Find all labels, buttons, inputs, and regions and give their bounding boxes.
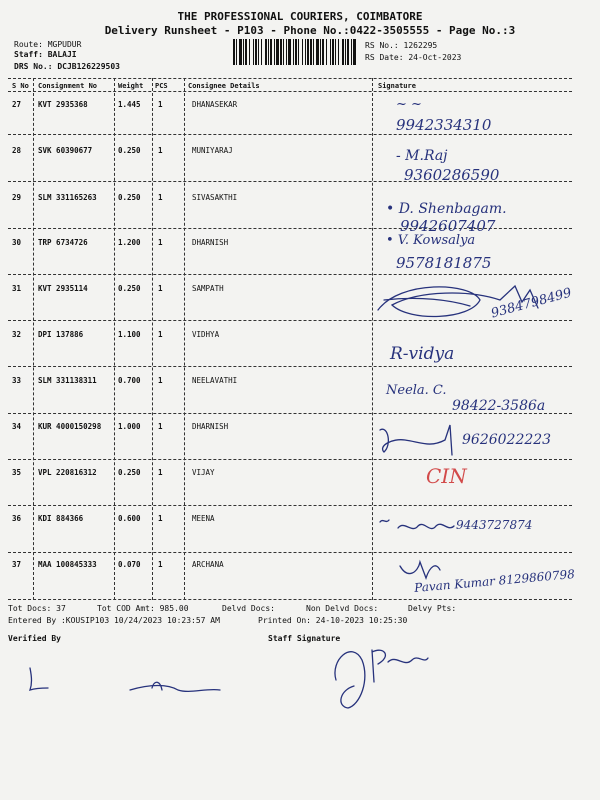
- row-consignment: KDI 884366: [38, 514, 84, 523]
- row-weight: 1.000: [118, 422, 141, 431]
- row-consignee: ARCHANA: [192, 560, 224, 569]
- handwritten-signature: ~ ~: [396, 97, 422, 112]
- row-consignee: MUNIYARAJ: [192, 146, 233, 155]
- handwritten-name: • V. Kowsalya: [386, 233, 476, 248]
- handwritten-name: Neela. C.: [386, 383, 447, 398]
- row-sno: 37: [12, 560, 22, 569]
- row-pcs: 1: [158, 100, 163, 109]
- row-consignment: MAA 100845333: [38, 560, 97, 569]
- row-pcs: 1: [158, 330, 163, 339]
- row-consignee: NEELAVATHI: [192, 376, 238, 385]
- row-consignment: TRP 6734726: [38, 238, 88, 247]
- row-weight: 1.445: [118, 100, 141, 109]
- row-pcs: 1: [158, 468, 163, 477]
- row-sno: 35: [12, 468, 22, 477]
- handwritten-phone: 9384798499: [489, 285, 574, 322]
- delivery-points: Delvy Pts:: [408, 604, 457, 613]
- row-pcs: 1: [158, 514, 163, 523]
- row-consignment: SLM 331138311: [38, 376, 97, 385]
- row-weight: 0.250: [118, 193, 141, 202]
- column-header-weight: Weight: [118, 82, 144, 90]
- row-weight: 0.070: [118, 560, 141, 569]
- handwritten-phone: 9626022223: [462, 432, 552, 448]
- row-sno: 36: [12, 514, 22, 523]
- entered-by: Entered By :KOUSIP103 10/24/2023 10:23:57 AM: [8, 616, 220, 625]
- row-consignment: DPI 137886: [38, 330, 84, 339]
- staff-signature-label: Staff Signature: [268, 634, 341, 643]
- handwritten-phone: 9578181875: [396, 254, 492, 272]
- row-consignee: MEENA: [192, 514, 215, 523]
- row-weight: 1.200: [118, 238, 141, 247]
- row-weight: 0.600: [118, 514, 141, 523]
- verified-by-label: Verified By: [8, 634, 61, 643]
- rs-number: RS No.: 1262295: [365, 41, 438, 50]
- handwritten-name-phone: Pavan Kumar 8129860798: [413, 567, 576, 595]
- row-consignee: DHANASEKAR: [192, 100, 238, 109]
- handwritten-phone: 9942334310: [396, 116, 492, 134]
- handwritten-phone: 9942607407: [400, 217, 496, 235]
- row-consignee: DHARNISH: [192, 238, 229, 247]
- handwritten-code: CIN: [426, 464, 467, 488]
- row-pcs: 1: [158, 376, 163, 385]
- column-header-signature: Signature: [378, 82, 416, 90]
- handwritten-name: R-vidya: [390, 344, 455, 364]
- rs-date: RS Date: 24-Oct-2023: [365, 53, 462, 62]
- column-header-consignee: Consignee Details: [188, 82, 260, 90]
- row-pcs: 1: [158, 560, 163, 569]
- row-sno: 32: [12, 330, 22, 339]
- company-name: THE PROFESSIONAL COURIERS, COIMBATORE: [177, 10, 423, 23]
- route-label: Route: MGPUDUR: [14, 40, 82, 49]
- column-header-sno: S No: [12, 82, 29, 90]
- handwritten-phone: 98422-3586a: [452, 398, 546, 414]
- column-header-consignment: Consignment No: [38, 82, 98, 90]
- row-pcs: 1: [158, 238, 163, 247]
- row-consignee: VIJAY: [192, 468, 215, 477]
- row-sno: 33: [12, 376, 22, 385]
- row-consignment: KUR 4000150298: [38, 422, 102, 431]
- total-docs: Tot Docs: 37: [8, 604, 66, 613]
- row-weight: 0.250: [118, 284, 141, 293]
- row-pcs: 1: [158, 422, 163, 431]
- delivered-docs: Delvd Docs:: [222, 604, 275, 613]
- row-weight: 1.100: [118, 330, 141, 339]
- row-consignee: SIVASAKTHI: [192, 193, 238, 202]
- row-sno: 27: [12, 100, 22, 109]
- row-sno: 31: [12, 284, 22, 293]
- row-consignment: SVK 60390677: [38, 146, 93, 155]
- drs-number: DRS No.: DCJB126229503: [14, 62, 120, 71]
- row-sno: 34: [12, 422, 22, 431]
- row-weight: 0.700: [118, 376, 141, 385]
- handwritten-name: • D. Shenbagam.: [386, 201, 507, 217]
- runsheet-title: Delivery Runsheet - P103 - Phone No.:0422-3505555 - Page No.:3: [104, 24, 516, 37]
- handwritten-name: - M.Raj: [396, 148, 448, 164]
- row-sno: 29: [12, 193, 22, 202]
- row-consignee: VIDHYA: [192, 330, 220, 339]
- staff-label: Staff: BALAJI: [14, 50, 77, 59]
- row-consignment: VPL 220816312: [38, 468, 97, 477]
- column-header-pcs: PCS: [155, 82, 168, 90]
- row-pcs: 1: [158, 146, 163, 155]
- row-sno: 30: [12, 238, 22, 247]
- row-consignee: SAMPATH: [192, 284, 224, 293]
- printed-on: Printed On: 24-10-2023 10:25:30: [258, 616, 408, 625]
- row-consignee: DHARNISH: [192, 422, 229, 431]
- non-delivered-docs: Non Delvd Docs:: [306, 604, 379, 613]
- row-consignment: KVT 2935368: [38, 100, 88, 109]
- row-consignment: KVT 2935114: [38, 284, 88, 293]
- row-weight: 0.250: [118, 146, 141, 155]
- row-sno: 28: [12, 146, 22, 155]
- handwritten-phone: 9360286590: [404, 166, 500, 184]
- handwritten-phone: 9443727874: [456, 518, 533, 532]
- row-pcs: 1: [158, 193, 163, 202]
- total-cod-amount: Tot COD Amt: 985.00: [97, 604, 189, 613]
- row-pcs: 1: [158, 284, 163, 293]
- row-consignment: SLM 331165263: [38, 193, 97, 202]
- row-weight: 0.250: [118, 468, 141, 477]
